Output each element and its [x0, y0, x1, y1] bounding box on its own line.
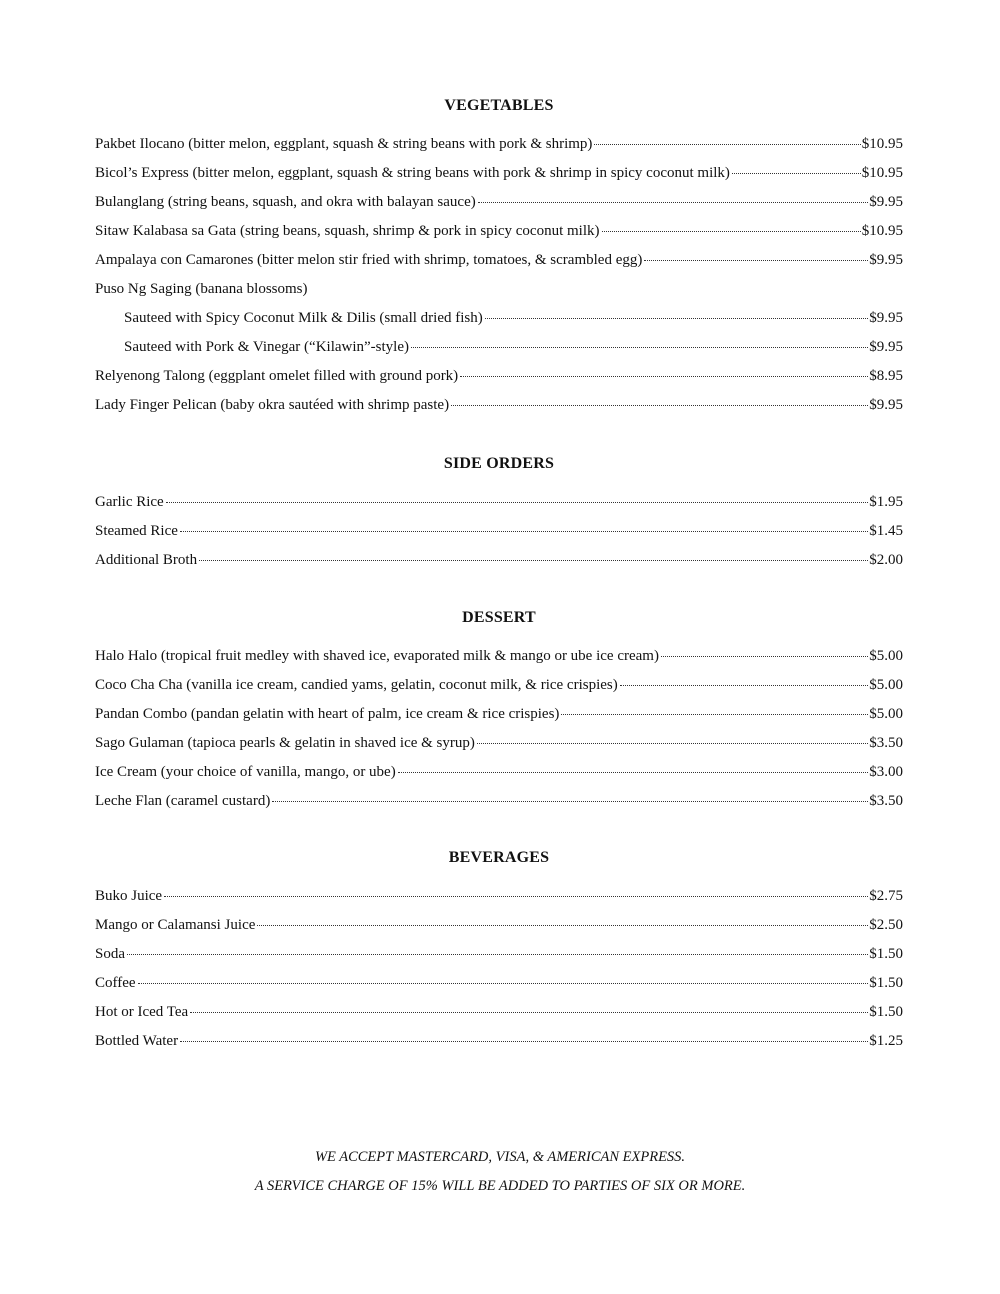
- item-price: $10.95: [861, 165, 903, 181]
- section-dessert: [95, 608, 903, 821]
- item-price: $9.95: [869, 339, 903, 355]
- menu-item: [95, 222, 903, 251]
- dot-leader: [272, 800, 868, 802]
- dot-leader: [594, 143, 860, 145]
- menu-item: [95, 945, 903, 974]
- menu-item: [95, 676, 903, 705]
- item-name: Buko Juice: [95, 888, 163, 904]
- dot-leader: [644, 259, 868, 261]
- dot-leader: [732, 172, 861, 174]
- menu-item: [95, 396, 903, 425]
- menu-item: [95, 135, 903, 164]
- menu-item: [95, 792, 903, 821]
- item-price: $5.00: [869, 648, 903, 664]
- dot-leader: [398, 771, 869, 773]
- dot-leader: [451, 404, 868, 406]
- menu-item-sub: [95, 309, 903, 338]
- menu-item: [95, 647, 903, 676]
- section-title: BEVERAGES: [448, 849, 550, 866]
- item-name: Mango or Calamansi Juice: [95, 917, 256, 933]
- item-price: $1.95: [869, 494, 903, 510]
- menu-item: [95, 522, 903, 551]
- menu-item: [95, 367, 903, 396]
- dot-leader: [478, 201, 869, 203]
- item-name: Garlic Rice: [95, 494, 164, 510]
- item-price: $1.50: [869, 1004, 903, 1020]
- item-price: $9.95: [869, 310, 903, 326]
- item-name: Sauteed with Spicy Coconut Milk & Dilis (small dried fish): [124, 310, 483, 326]
- item-price: $1.45: [869, 523, 903, 539]
- item-name: Sago Gulaman (tapioca pearls & gelatin in shaved ice & syrup): [95, 735, 475, 751]
- menu-item: [95, 164, 903, 193]
- menu-item: [95, 763, 903, 792]
- item-price: $3.50: [869, 735, 903, 751]
- section-title: DESSERT: [462, 609, 536, 626]
- item-price: $1.25: [869, 1033, 903, 1049]
- item-name: Coffee: [95, 975, 136, 991]
- dot-leader: [602, 230, 861, 232]
- item-name: Pandan Combo (pandan gelatin with heart of palm, ice cream & rice crispies): [95, 706, 560, 722]
- item-name: Leche Flan (caramel custard): [95, 793, 271, 809]
- item-name: Coco Cha Cha (vanilla ice cream, candied yams, gelatin, coconut milk, & rice crispies): [95, 677, 618, 693]
- item-name: Halo Halo (tropical fruit medley with shaved ice, evaporated milk & mango or ube ice cream): [95, 648, 659, 664]
- dot-leader: [411, 346, 868, 348]
- dot-leader: [477, 742, 868, 744]
- item-name: Ice Cream (your choice of vanilla, mango, or ube): [95, 764, 396, 780]
- section-beverages: [95, 848, 903, 1061]
- item-price: $2.75: [869, 888, 903, 904]
- menu-item: [95, 251, 903, 280]
- item-name: Bottled Water: [95, 1033, 179, 1049]
- dot-leader: [180, 530, 868, 532]
- section-side-orders: [95, 454, 903, 580]
- item-name: Additional Broth: [95, 552, 198, 568]
- item-name: Steamed Rice: [95, 523, 178, 539]
- dot-leader: [166, 501, 869, 503]
- item-price: $9.95: [869, 397, 903, 413]
- dot-leader: [199, 559, 868, 561]
- item-name: Lady Finger Pelican (baby okra sautéed with shrimp paste): [95, 397, 450, 413]
- dot-leader: [460, 375, 868, 377]
- section-title: VEGETABLES: [444, 97, 554, 114]
- item-price: $1.50: [869, 975, 903, 991]
- menu-item: [95, 974, 903, 1003]
- dot-leader: [180, 1040, 868, 1042]
- item-price: $9.95: [869, 194, 903, 210]
- item-price: $1.50: [869, 946, 903, 962]
- section-vegetables: [95, 96, 903, 425]
- item-name: Puso Ng Saging (banana blossoms): [95, 281, 308, 297]
- dot-leader: [257, 924, 868, 926]
- menu-item: [95, 1003, 903, 1032]
- dot-leader: [620, 684, 869, 686]
- dot-leader: [127, 953, 868, 955]
- item-price: $5.00: [869, 706, 903, 722]
- item-name: Hot or Iced Tea: [95, 1004, 189, 1020]
- item-name: Sitaw Kalabasa sa Gata (string beans, squash, shrimp & pork in spicy coconut milk): [95, 223, 600, 239]
- item-price: $5.00: [869, 677, 903, 693]
- item-price: $9.95: [869, 252, 903, 268]
- item-price: $3.50: [869, 793, 903, 809]
- item-name: Sauteed with Pork & Vinegar (“Kilawin”-style): [124, 339, 409, 355]
- item-name: Relyenong Talong (eggplant omelet filled with ground pork): [95, 368, 459, 384]
- item-price: $3.00: [869, 764, 903, 780]
- dot-leader: [164, 895, 868, 897]
- payment-methods-line: WE ACCEPT MASTERCARD, VISA, & AMERICAN EXPRESS.: [314, 1149, 686, 1165]
- dot-leader: [661, 655, 868, 657]
- item-price: $8.95: [869, 368, 903, 384]
- item-price: $2.50: [869, 917, 903, 933]
- service-charge-line: A SERVICE CHARGE OF 15% WILL BE ADDED TO PARTIES OF SIX OR MORE.: [254, 1178, 746, 1194]
- item-name: Bulanglang (string beans, squash, and okra with balayan sauce): [95, 194, 476, 210]
- item-price: $2.00: [869, 552, 903, 568]
- section-title: SIDE ORDERS: [443, 455, 555, 472]
- payment-notice: [0, 1143, 1000, 1201]
- menu-item: [95, 887, 903, 916]
- menu-item: [95, 551, 903, 580]
- menu-item: [95, 734, 903, 763]
- menu-item-sub: [95, 338, 903, 367]
- item-name: Ampalaya con Camarones (bitter melon stir fried with shrimp, tomatoes, & scrambled egg): [95, 252, 643, 268]
- dot-leader: [561, 713, 868, 715]
- menu-item: [95, 193, 903, 222]
- item-name: Soda: [95, 946, 125, 962]
- dot-leader: [138, 982, 869, 984]
- menu-item-group-heading: [95, 280, 903, 309]
- dot-leader: [485, 317, 869, 319]
- item-price: $10.95: [861, 223, 903, 239]
- menu-item: [95, 916, 903, 945]
- menu-item: [95, 705, 903, 734]
- item-name: Pakbet Ilocano (bitter melon, eggplant, squash & string beans with pork & shrimp): [95, 136, 593, 152]
- dot-leader: [190, 1011, 868, 1013]
- item-name: Bicol’s Express (bitter melon, eggplant, squash & string beans with pork & shrimp in spicy coconut milk): [95, 165, 730, 181]
- menu-item: [95, 493, 903, 522]
- menu-item: [95, 1032, 903, 1061]
- item-price: $10.95: [861, 136, 903, 152]
